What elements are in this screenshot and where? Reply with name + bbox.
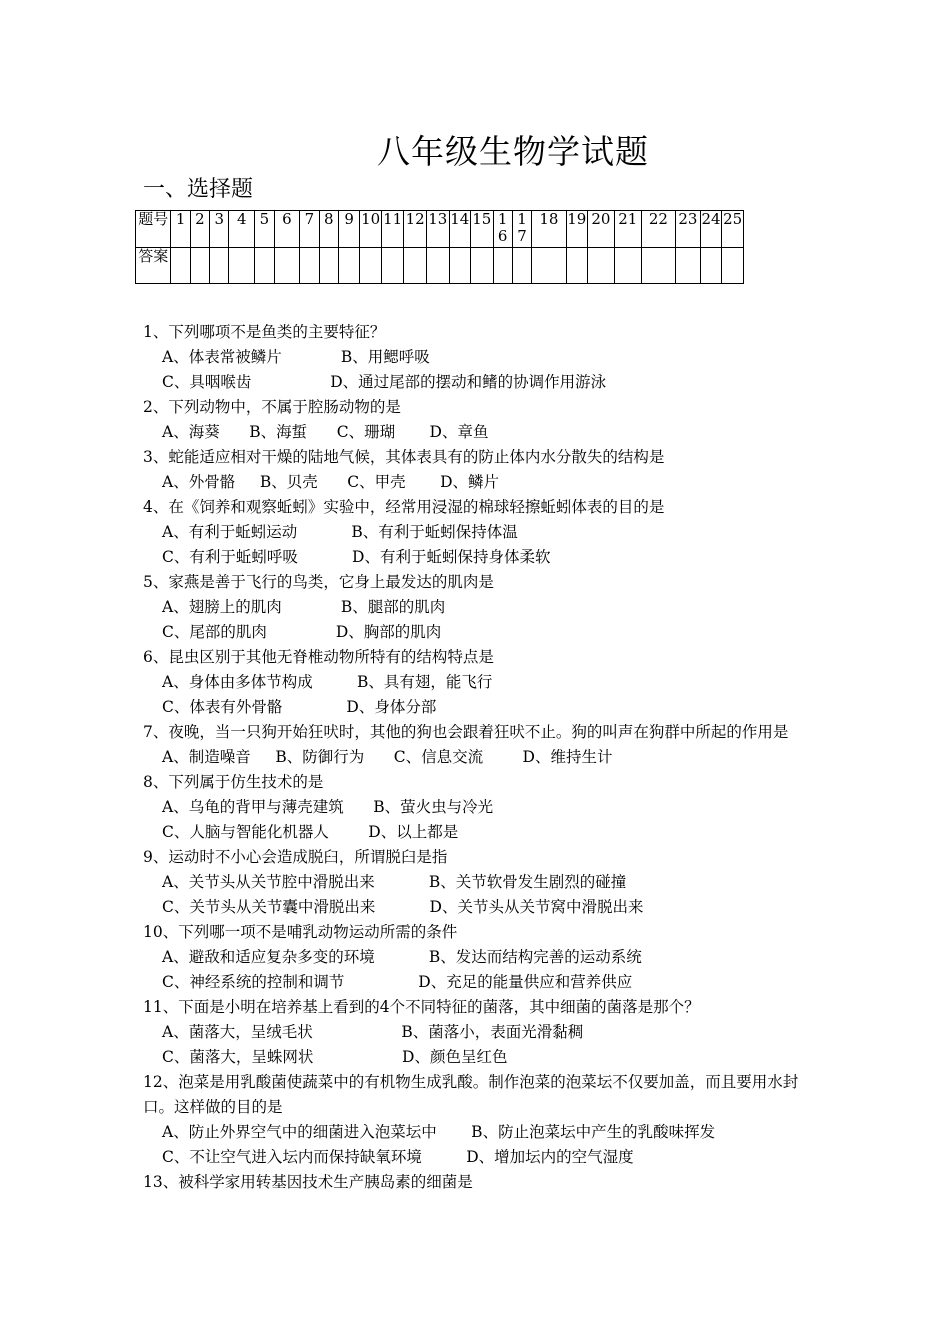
- question-options: A、翅膀上的肌肉 B、腿部的肌肉: [162, 598, 446, 616]
- section-heading: 一、选择题: [143, 177, 254, 202]
- question-number-cell: 5: [255, 211, 274, 248]
- question-number-cell: 6: [274, 211, 300, 248]
- question-stem: 1、下列哪项不是鱼类的主要特征？: [143, 323, 386, 341]
- question-item: [143, 320, 811, 395]
- question-stem: 13、被科学家用转基因技术生产胰岛素的细菌是: [143, 1173, 473, 1191]
- question-number-cell: 2: [190, 211, 209, 248]
- question-number-cell: 10: [360, 211, 381, 248]
- answer-cell[interactable]: [614, 248, 641, 284]
- question-options: A、乌龟的背甲与薄壳建筑 B、萤火虫与冷光: [162, 798, 494, 816]
- row-header-answer: 答案: [136, 248, 171, 284]
- answer-cell[interactable]: [381, 248, 404, 284]
- answer-cell[interactable]: [300, 248, 319, 284]
- question-options: A、体表常被鳞片 B、用鳃呼吸: [162, 348, 430, 366]
- question-number-cell: 18: [532, 211, 566, 248]
- answer-cell[interactable]: [319, 248, 338, 284]
- question-item: [143, 720, 811, 770]
- question-stem: 7、夜晚，当一只狗开始狂吠时，其他的狗也会跟着狂吠不止。狗的叫声在狗群中所起的作用是: [143, 723, 789, 741]
- question-number-cell: 3: [210, 211, 229, 248]
- answer-cell[interactable]: [426, 248, 449, 284]
- question-item: [143, 495, 811, 570]
- question-stem: 3、蛇能适应相对干燥的陆地气候，其体表具有的防止体内水分散失的结构是: [143, 448, 665, 466]
- question-number-cell: 4: [229, 211, 255, 248]
- answer-cell[interactable]: [676, 248, 701, 284]
- answer-cell[interactable]: [404, 248, 427, 284]
- answer-cell[interactable]: [532, 248, 566, 284]
- question-stem: 5、家燕是善于飞行的鸟类，它身上最发达的肌肉是: [143, 573, 494, 591]
- answer-cell[interactable]: [493, 248, 512, 284]
- question-options: C、菌落大，呈蛛网状 D、颜色呈红色: [162, 1048, 508, 1066]
- question-options: A、避敌和适应复杂多变的环境 B、发达而结构完善的运动系统: [162, 948, 642, 966]
- answer-cell[interactable]: [229, 248, 255, 284]
- question-options: A、菌落大，呈绒毛状 B、菌落小，表面光滑黏稠: [162, 1023, 584, 1041]
- question-number-cell: 25: [722, 211, 744, 248]
- question-number-cell: 23: [676, 211, 701, 248]
- question-number-cell: 9: [338, 211, 359, 248]
- question-item: [143, 920, 811, 995]
- question-number-cell: 7: [300, 211, 319, 248]
- question-number-cell: 1: [171, 211, 190, 248]
- question-options: C、不让空气进入坛内而保持缺氧环境 D、增加坛内的空气湿度: [162, 1148, 634, 1166]
- question-stem: 2、下列动物中，不属于腔肠动物的是: [143, 398, 401, 416]
- question-options: A、外骨骼 B、贝壳 C、甲壳 D、鳞片: [162, 473, 500, 491]
- question-number-cell: 16: [493, 211, 512, 248]
- question-item: [143, 995, 811, 1070]
- answer-cell[interactable]: [360, 248, 381, 284]
- question-number-cell: 21: [614, 211, 641, 248]
- question-options: C、人脑与智能化机器人 D、以上都是: [162, 823, 459, 841]
- question-list: [143, 320, 811, 1195]
- answer-cell[interactable]: [190, 248, 209, 284]
- question-item: [143, 1070, 811, 1170]
- question-options: A、有利于蚯蚓运动 B、有利于蚯蚓保持体温: [162, 523, 518, 541]
- question-number-cell: 12: [404, 211, 427, 248]
- question-item: [143, 570, 811, 645]
- question-number-cell: 15: [470, 211, 493, 248]
- question-options: A、制造噪音 B、防御行为 C、信息交流 D、维持生计: [162, 748, 613, 766]
- answer-cell[interactable]: [470, 248, 493, 284]
- question-item: [143, 1170, 811, 1195]
- answer-cell[interactable]: [641, 248, 675, 284]
- answer-cell[interactable]: [722, 248, 744, 284]
- answer-cell[interactable]: [512, 248, 531, 284]
- question-item: [143, 770, 811, 845]
- question-item: [143, 395, 811, 445]
- question-stem: 11、下面是小明在培养基上看到的4个不同特征的菌落，其中细菌的菌落是那个？: [143, 998, 700, 1016]
- question-options: C、关节头从关节囊中滑脱出来 D、关节头从关节窝中滑脱出来: [162, 898, 644, 916]
- question-number-cell: 8: [319, 211, 338, 248]
- question-options: C、体表有外骨骼 D、身体分部: [162, 698, 437, 716]
- answer-table: [135, 210, 744, 284]
- question-options: A、海葵 B、海蜇 C、珊瑚 D、章鱼: [162, 423, 489, 441]
- question-options: A、身体由多体节构成 B、具有翅，能飞行: [162, 673, 493, 691]
- question-options: C、具咽喉齿 D、通过尾部的摆动和鳍的协调作用游泳: [162, 373, 607, 391]
- question-item: [143, 845, 811, 920]
- answer-cell[interactable]: [255, 248, 274, 284]
- question-number-cell: 24: [700, 211, 721, 248]
- question-number-cell: 20: [588, 211, 615, 248]
- question-number-cell: 14: [449, 211, 470, 248]
- question-options: C、神经系统的控制和调节 D、充足的能量供应和营养供应: [162, 973, 633, 991]
- question-item: [143, 645, 811, 720]
- question-number-cell: 19: [566, 211, 587, 248]
- question-stem: 8、下列属于仿生技术的是: [143, 773, 324, 791]
- answer-cell[interactable]: [274, 248, 300, 284]
- question-number-cell: 17: [512, 211, 531, 248]
- row-header-number: 题号: [136, 211, 171, 248]
- answer-cell[interactable]: [588, 248, 615, 284]
- answer-cell[interactable]: [566, 248, 587, 284]
- question-stem: 12、泡菜是用乳酸菌使蔬菜中的有机物生成乳酸。制作泡菜的泡菜坛不仅要加盖，而且要用水封口。这样做的目的是: [143, 1073, 799, 1116]
- question-number-cell: 13: [426, 211, 449, 248]
- question-item: [143, 445, 811, 495]
- question-options: C、尾部的肌肉 D、胸部的肌肉: [162, 623, 442, 641]
- question-options: A、关节头从关节腔中滑脱出来 B、关节软骨发生剧烈的碰撞: [162, 873, 627, 891]
- answer-cell[interactable]: [210, 248, 229, 284]
- question-stem: 10、下列哪一项不是哺乳动物运动所需的条件: [143, 923, 458, 941]
- answer-cell[interactable]: [449, 248, 470, 284]
- page-title: 八年级生物学试题: [377, 132, 649, 171]
- question-stem: 4、在《饲养和观察蚯蚓》实验中，经常用浸湿的棉球轻擦蚯蚓体表的目的是: [143, 498, 665, 516]
- answer-cell[interactable]: [171, 248, 190, 284]
- question-stem: 6、昆虫区别于其他无脊椎动物所特有的结构特点是: [143, 648, 494, 666]
- answer-cell[interactable]: [338, 248, 359, 284]
- question-number-cell: 22: [641, 211, 675, 248]
- question-number-cell: 11: [381, 211, 404, 248]
- answer-cell[interactable]: [700, 248, 721, 284]
- question-stem: 9、运动时不小心会造成脱臼，所谓脱臼是指: [143, 848, 448, 866]
- question-options: C、有利于蚯蚓呼吸 D、有利于蚯蚓保持身体柔软: [162, 548, 551, 566]
- question-options: A、防止外界空气中的细菌进入泡菜坛中 B、防止泡菜坛中产生的乳酸味挥发: [162, 1123, 716, 1141]
